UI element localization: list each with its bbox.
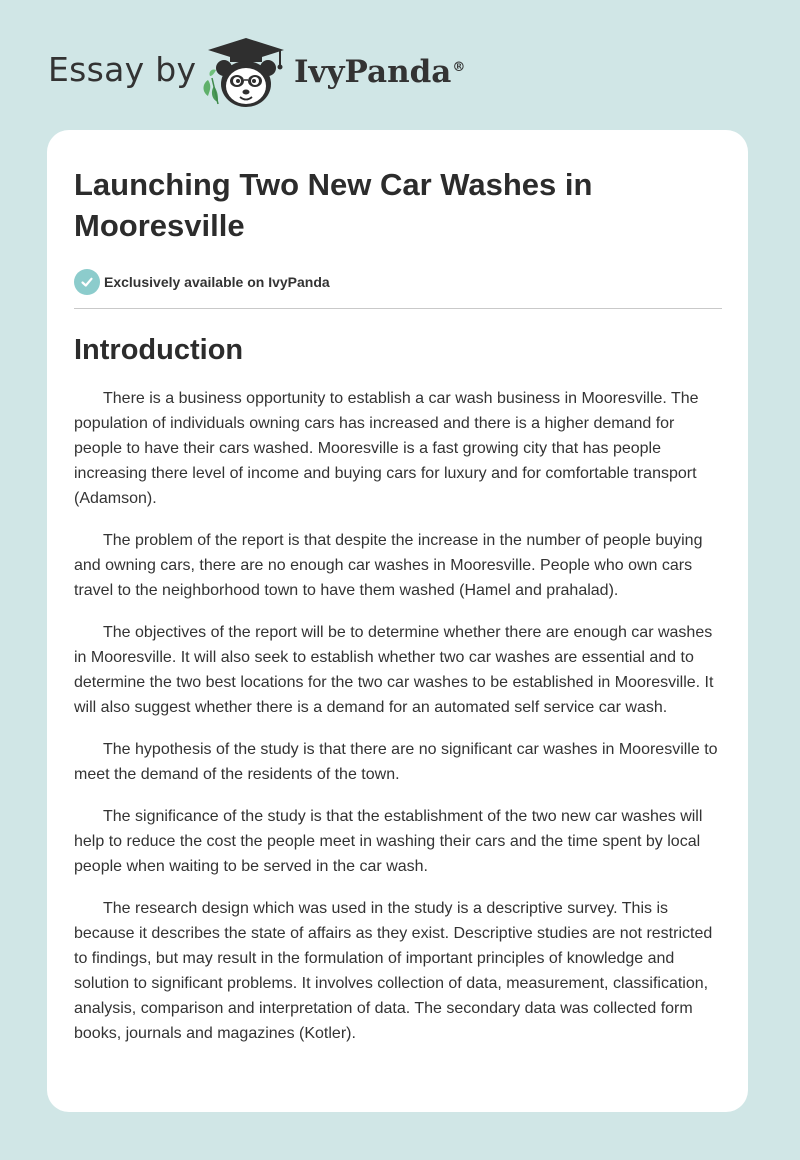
paragraph: The significance of the study is that the establishment of the two new car washes will help to reduce the cost the people meet in washing their cars and the time spent by local people when waiting to be served in the car wash. [74,808,703,875]
exclusive-badge [74,268,722,296]
essay-card [47,130,748,1112]
essay-by-label: Essay by [48,50,197,89]
paragraph: The hypothesis of the study is that there are no significant car washes in Mooresville to meet the demand of the residents of the town. [74,741,718,783]
essay-content [74,164,722,1063]
ivy-leaf-icon [204,69,219,104]
check-icon [74,269,100,295]
exclusive-label: Exclusively available on IvyPanda [104,274,330,290]
panda-graduate-icon[interactable] [200,36,292,110]
paragraph: The research design which was used in the study is a descriptive survey. This is because it describes the state of affairs as they exist. Descriptive studies are not restricted to findings, but may result in the formulation of important principles of knowledge and solution to significant problems. It involves collection of data, measurement, classification, analysis, comparison and interpretation of data. The secondary data was collected form books, journals and magazines (Kotler). [74,900,713,1042]
brand-name[interactable] [294,54,465,90]
brand-text: IvyPanda [294,54,452,90]
paragraph: The objectives of the report will be to determine whether there are enough car washes in Mooresville. It will also seek to establish whether two car washes are essential and to determine the two best locations for the two car washes to be established in Mooresville. It will also suggest whether there is a demand for an automated self service car wash. [74,624,714,716]
essay-body [74,386,722,1046]
essay-title: Launching Two New Car Washes in Mooresville [74,167,593,243]
paragraph: There is a business opportunity to establish a car wash business in Mooresville. The population of individuals owning cars has increased and there is a higher demand for people to have their cars washed. Mooresville is a fast growing city that has people increasing there level of income and buying cars for luxury and for comfortable transport (Adamson). [74,390,699,507]
divider [74,308,722,309]
registered-mark: ® [452,59,466,75]
site-header [48,30,548,110]
section-heading: Introduction [74,334,244,366]
paragraph: The problem of the report is that despite the increase in the number of people buying and owning cars, there are no enough car washes in Mooresville. People who own cars travel to the neighborhood town to have them washed (Hamel and prahalad). [74,532,703,599]
